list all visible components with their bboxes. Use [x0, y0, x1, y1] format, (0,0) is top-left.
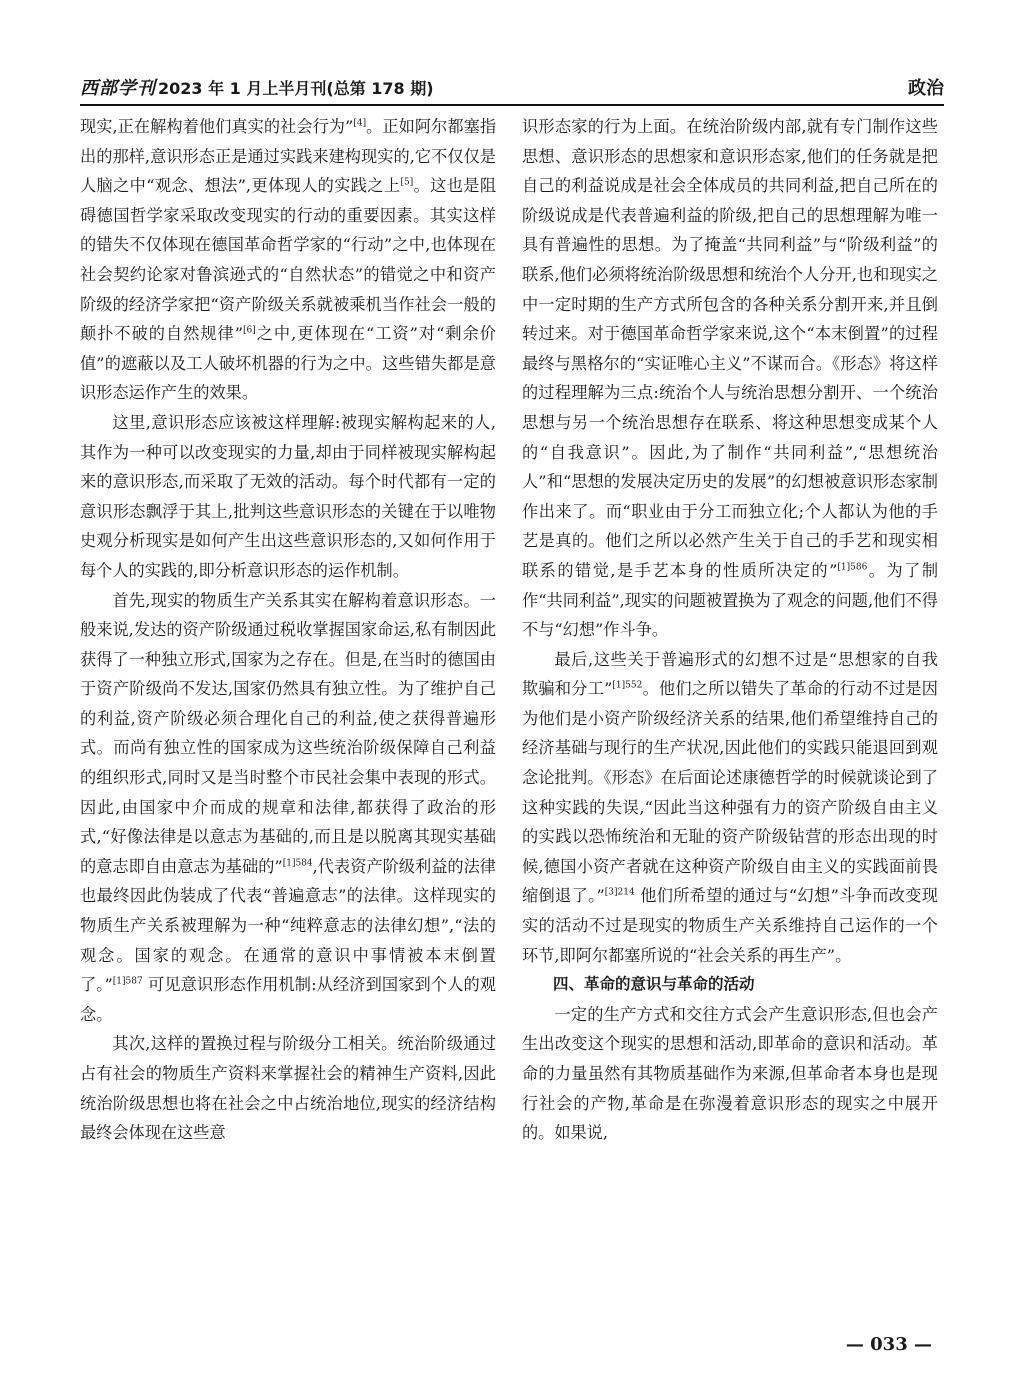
text-run: 识形态家的行为上面。在统治阶级内部,就有专门制作这些思想、意识形态的思想家和意识形态家,他们的任务就是把自己的利益说成是社会全体成员的共同利益,把自己所在的阶级说成是代表普遍利益的阶级,把自己的思想理解为唯一具有普遍性的思想。为了掩盖“共同利益”与“阶级利益”的联系,他们必须将统治阶级思想和统治个人分开,也和现实之中一定时期的生产方式所包含的各种关系分割开来,并且倒转过来。对于德国革命哲学家来说,这个“本末倒置”的过程最终与黑格尔的“实证唯心主义”不谋而合。《形态》将这样的过程理解为三点:统治个人与统治思想分割开、一个统治思想与另一个统治思想存在联系、将这种思想变成某个人的“自我意识”。因此,为了制作“共同利益”,“思想统治人”和“思想的发展决定历史的发展”的幻想被意识形态家制作出来了。而“职业由于分工而独立化;个人都认为他的手艺是真的。他们之所以必然产生关于自己的手艺和现实相联系的错觉,是手艺本身的性质所决定的” [522, 117, 938, 580]
text-run: 首先,现实的物质生产关系其实在解构着意识形态。一般来说,发达的资产阶级通过税收掌握国家命运,私有制因此获得了一种独立形式,国家为之存在。但是,在当时的德国由于资产阶级尚不发达,国家仍然具有独立性。为了维护自己的利益,资产阶级必须合理化自己的利益,使之获得普遍形式。而尚有独立性的国家成为这些统治阶级保障自己利益的组织形式,同时又是当时整个市民社会集中表现的形式。因此,由国家中介而成的规章和法律,都获得了政治的形式,“好像法律是以意志为基础的,而且是以脱离其现实基础的意志即自由意志为基础的” [80, 590, 496, 876]
text-run: 。正如阿尔都塞指出的那样,意识形态正是通过实践来建构现实的,它不仅仅是人脑之中“观念、想法”,更体现人的实践之上 [80, 117, 497, 196]
body-paragraph [522, 112, 938, 645]
text-run: 他们所希望的通过与“幻想”斗争而改变现实的活动不过是现实的物质生产关系维持自己运作的一个环节,即阿尔都塞所说的“社会关系的再生产”。 [522, 886, 938, 965]
left-column [80, 112, 496, 1148]
body-paragraph [80, 1029, 496, 1147]
body-paragraph [522, 645, 938, 971]
citation-ref: [1]552 [612, 680, 643, 691]
text-run: 一定的生产方式和交往方式会产生意识形态,但也会产生出改变这个现实的思想和活动,即革命的意识和活动。革命的力量虽然有其物质基础作为来源,但革命者本身也是现行社会的产物,革命是在弥漫着意识形态的现实之中展开的。如果说, [522, 1004, 938, 1143]
citation-ref: [1]584 [282, 858, 313, 869]
body-paragraph [80, 408, 496, 586]
citation-ref: [6] [242, 325, 256, 336]
text-run: 之中,更体现在“工资”对“剩余价值”的遮蔽以及工人破坏机器的行为之中。这些错失都是意识形态运作产生的效果。 [80, 324, 496, 403]
text-run: ,代表资产阶级利益的法律也最终因此伪装成了代表“普遍意志”的法律。这样现实的物质生产关系被理解为一种“纯粹意志的法律幻想”,“法的观念。国家的观念。在通常的意识中事情被本末倒置了。” [80, 856, 496, 995]
text-run: 现实,正在解构着他们真实的社会行为” [80, 117, 354, 136]
running-header [80, 68, 944, 108]
text-run: 。为了制作“共同利益”,现实的问题被置换为了观念的问题,他们不得不与“幻想”作斗争。 [522, 560, 939, 640]
header-rule [80, 104, 944, 106]
section-name: 政治 [908, 78, 944, 99]
text-run: 其次,这样的置换过程与阶级分工相关。统治阶级通过占有社会的物质生产资料来掌握社会的精神生产资料,因此统治阶级思想也将在社会之中占统治地位,现实的经济结构最终会体现在这些意 [80, 1034, 496, 1143]
body-paragraph [80, 112, 496, 408]
page-number: — 033 — [845, 1334, 932, 1355]
text-run: 。这也是阻碍德国哲学家采取改变现实的行动的重要因素。其实这样的错失不仅体现在德国革命哲学家的“行动”之中,也体现在社会契约论家对鲁滨逊式的“自然状态”的错觉之中和资产阶级的经济学家把“资产阶级关系就被乘机当作社会一般的颠扑不破的自然规律” [80, 176, 497, 344]
body-paragraph [522, 1000, 938, 1148]
text-run: 最后,这些关于普遍形式的幻想不过是“思想家的自我欺骗和分工” [522, 649, 938, 699]
citation-ref: [1]586 [837, 562, 868, 573]
citation-ref: [3]214 [604, 888, 635, 899]
right-column [522, 112, 938, 1148]
issue-info: 2023 年 1 月上半月刊(总第 178 期) [158, 79, 434, 98]
citation-ref: [1]587 [112, 976, 143, 987]
text-run: 可见意识形态作用机制:从经济到国家到个人的观念。 [80, 975, 496, 1024]
body-paragraph [80, 586, 496, 1030]
text-run: 这里,意识形态应该被这样理解:被现实解构起来的人,其作为一种可以改变现实的力量,却由于同样被现实解构起来的意识形态,而采取了无效的活动。每个时代都有一定的意识形态飘浮于其上,批判这些意识形态的关键在于以唯物史观分析现实是如何产生出这些意识形态的,又如何作用于每个人的实践的,即分析意识形态的运作机制。 [80, 412, 496, 580]
section-heading: 四、革命的意识与革命的活动 [553, 975, 755, 994]
journal-name: 西部学刊 [80, 78, 156, 99]
journal-info [80, 74, 434, 100]
citation-ref: [4] [353, 118, 367, 129]
text-run: 。他们之所以错失了革命的行动不过是因为他们是小资产阶级经济关系的结果,他们希望维持自己的经济基础与现行的生产状况,因此他们的实践只能退回到观念论批判。《形态》在后面论述康德哲学的时候就谈论到了这种实践的失误,“因此当这种强有力的资产阶级自由主义的实践以恐怖统治和无耻的资产阶级钻营的形态出现的时候,德国小资产者就在这种资产阶级自由主义的实践面前畏缩倒退了。” [522, 679, 938, 906]
citation-ref: [5] [400, 177, 414, 188]
